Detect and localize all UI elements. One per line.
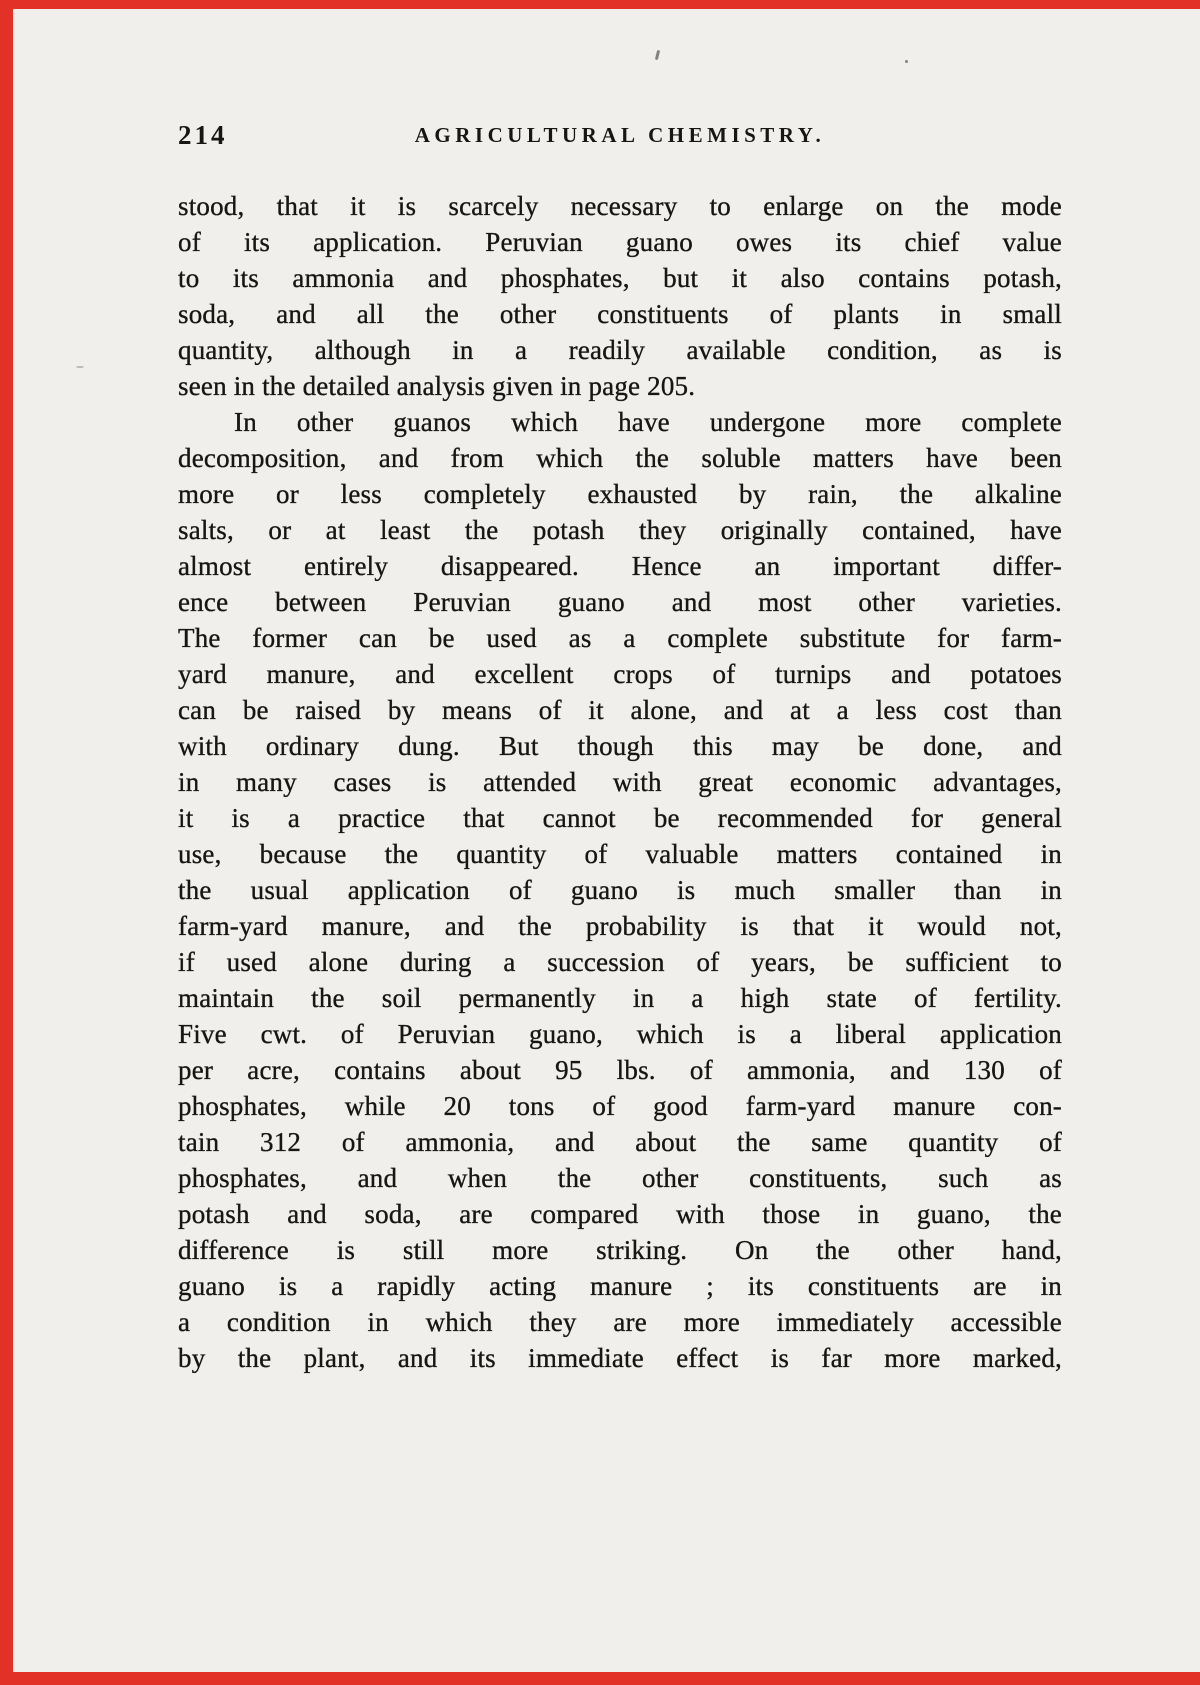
- text-line: with ordinary dung. But though this may be done, and: [178, 731, 1062, 761]
- text-line: use, because the quantity of valuable matters contained in: [178, 839, 1062, 869]
- text-line: guano is a rapidly acting manure ; its constituents are in: [178, 1271, 1062, 1301]
- text-line: salts, or at least the potash they originally contained, have: [178, 515, 1062, 545]
- scan-speck: [905, 60, 908, 63]
- page-header: [178, 120, 1062, 150]
- text-line: The former can be used as a complete substitute for farm-: [178, 623, 1062, 653]
- text-line: Five cwt. of Peruvian guano, which is a liberal application: [178, 1019, 1062, 1049]
- text-line: the usual application of guano is much smaller than in: [178, 875, 1062, 905]
- text-line: of its application. Peruvian guano owes its chief value: [178, 227, 1062, 257]
- text-line: maintain the soil permanently in a high state of fertility.: [178, 983, 1062, 1013]
- text-line: more or less completely exhausted by rain, the alkaline: [178, 479, 1062, 509]
- text-line: yard manure, and excellent crops of turnips and potatoes: [178, 659, 1062, 689]
- page-content: [178, 120, 1062, 1376]
- text-line: potash and soda, are compared with those in guano, the: [178, 1199, 1062, 1229]
- page-number: 214: [178, 120, 228, 150]
- scan-edge-bottom: [0, 1672, 1200, 1685]
- page-body: [178, 188, 1062, 1376]
- paragraph: [178, 188, 1062, 404]
- text-line: tain 312 of ammonia, and about the same quantity of: [178, 1127, 1062, 1157]
- scan-edge-left: [0, 0, 13, 1685]
- text-line: farm-yard manure, and the probability is that it would not,: [178, 911, 1062, 941]
- text-line: quantity, although in a readily available condition, as is: [178, 335, 1062, 365]
- text-line: can be raised by means of it alone, and at a less cost than: [178, 695, 1062, 725]
- running-title: AGRICULTURAL CHEMISTRY.: [414, 123, 826, 147]
- text-line: almost entirely disappeared. Hence an important differ-: [178, 551, 1062, 581]
- text-line: to its ammonia and phosphates, but it also contains potash,: [178, 263, 1062, 293]
- text-line: soda, and all the other constituents of plants in small: [178, 299, 1062, 329]
- text-line: if used alone during a succession of years, be sufficient to: [178, 947, 1062, 977]
- text-line: decomposition, and from which the soluble matters have been: [178, 443, 1062, 473]
- text-line: phosphates, while 20 tons of good farm-yard manure con-: [178, 1091, 1062, 1121]
- scan-speck: [76, 366, 84, 368]
- text-line: by the plant, and its immediate effect is far more marked,: [178, 1343, 1062, 1373]
- text-line: In other guanos which have undergone more complete: [234, 407, 1062, 437]
- text-line: a condition in which they are more immediately accessible: [178, 1307, 1062, 1337]
- text-line: stood, that it is scarcely necessary to enlarge on the mode: [178, 191, 1062, 221]
- text-line: difference is still more striking. On the other hand,: [178, 1235, 1062, 1265]
- scan-edge-top: [0, 0, 1200, 9]
- text-line: in many cases is attended with great economic advantages,: [178, 767, 1062, 797]
- text-line: phosphates, and when the other constituents, such as: [178, 1163, 1062, 1193]
- text-line: seen in the detailed analysis given in page 205.: [178, 371, 696, 401]
- paragraph: [178, 404, 1062, 1376]
- text-line: per acre, contains about 95 lbs. of ammonia, and 130 of: [178, 1055, 1062, 1085]
- scan-speck: [655, 50, 660, 60]
- text-line: ence between Peruvian guano and most other varieties.: [178, 587, 1062, 617]
- text-line: it is a practice that cannot be recommended for general: [178, 803, 1062, 833]
